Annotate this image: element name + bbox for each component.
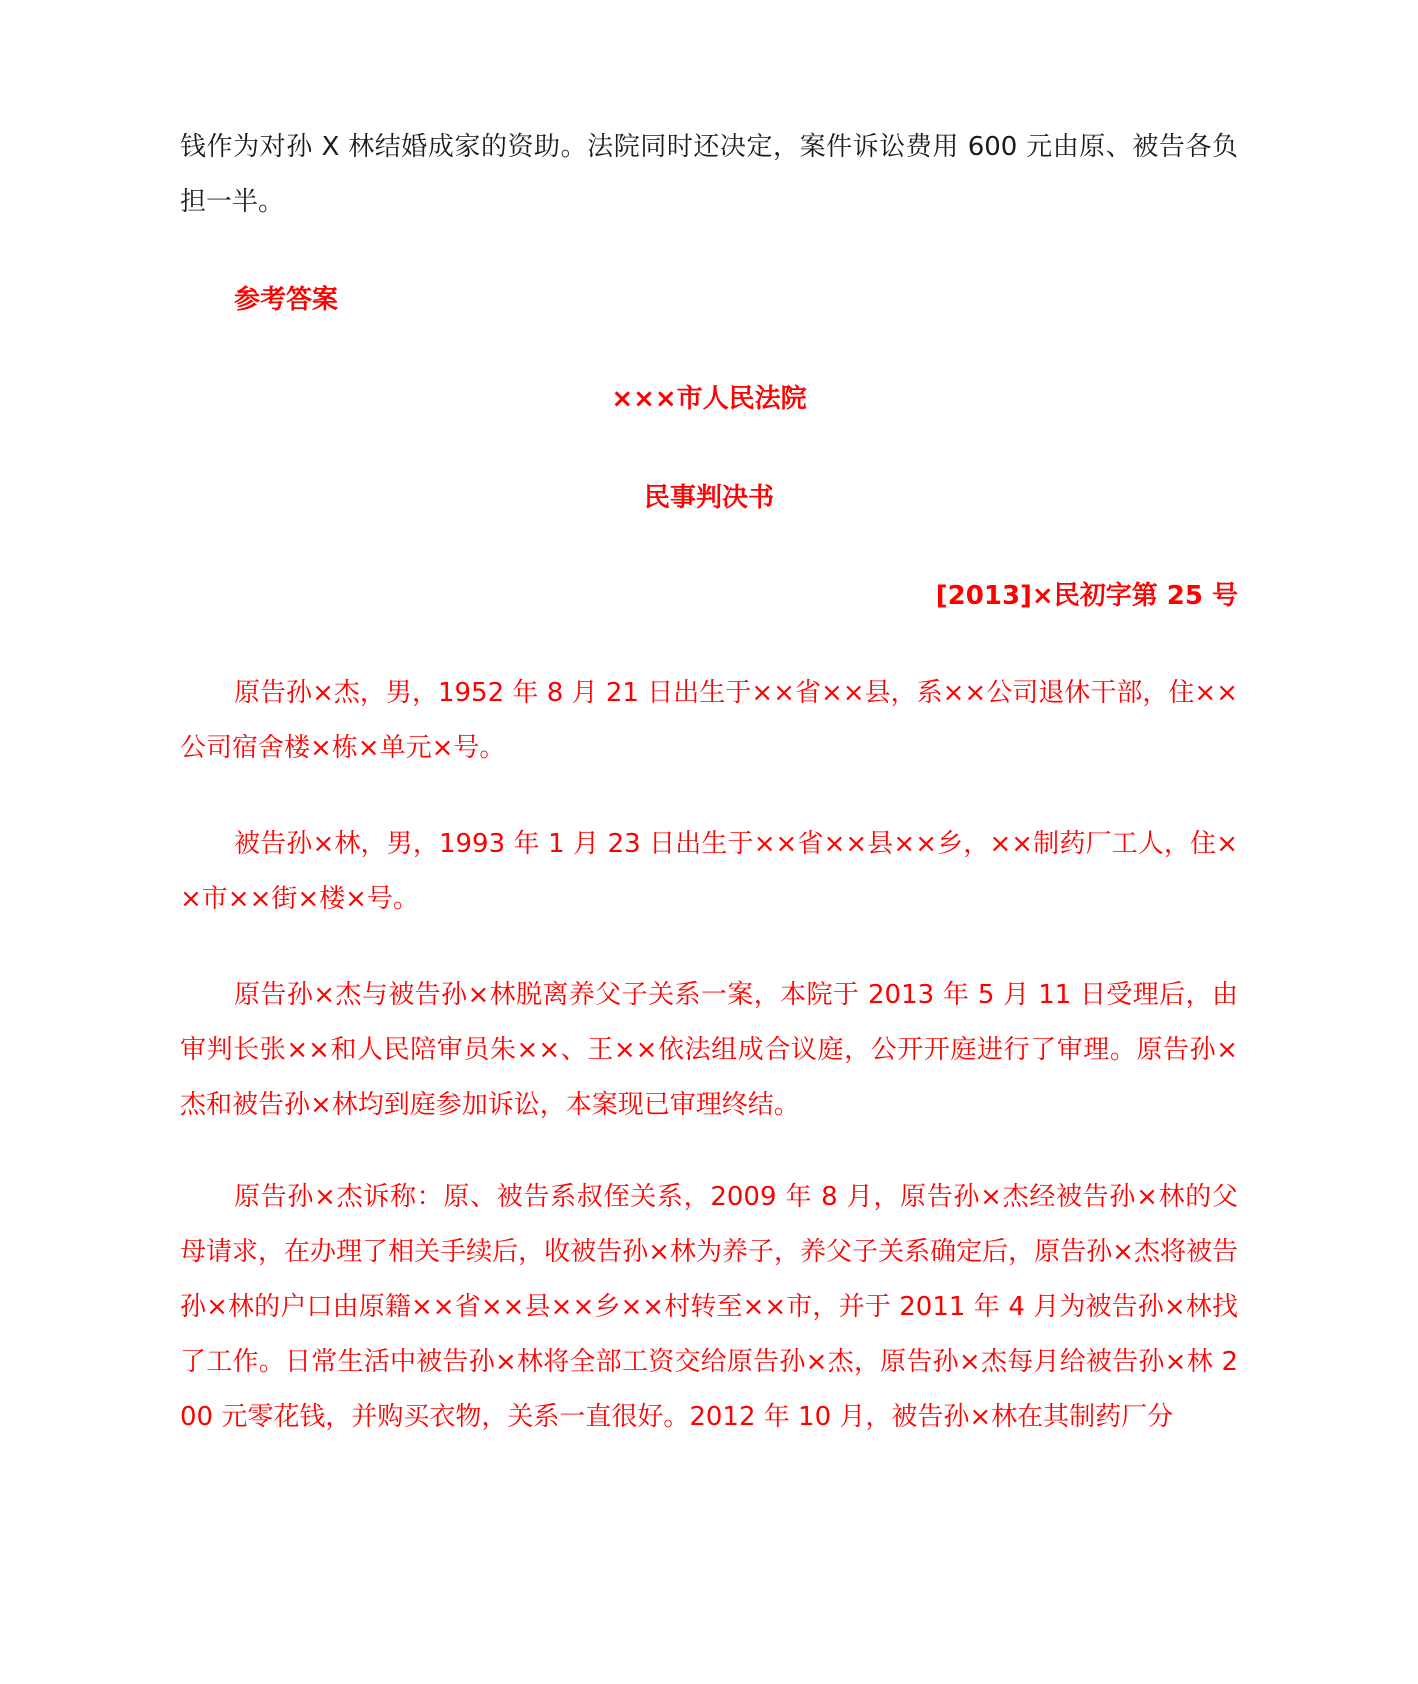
document-title: 民事判决书: [643, 483, 774, 513]
case-number: [2013]×民初字第 25 号: [935, 581, 1238, 611]
carryover-paragraph: 钱作为对孙 X 林结婚成家的资助。法院同时还决定，案件诉讼费用 600 元由原、被告各负担一半。: [180, 132, 1238, 217]
plaintiff-info-paragraph: 原告孙×杰，男，1952 年 8 月 21 日出生于××省××县，系××公司退休干部，住××公司宿舍楼×栋×单元×号。: [180, 678, 1238, 763]
plaintiff-claim-paragraph: 原告孙×杰诉称：原、被告系叔侄关系，2009 年 8 月，原告孙×杰经被告孙×林的父母请求，在办理了相关手续后，收被告孙×林为养子，养父子关系确定后，原告孙×杰将被告孙×林的户口由原籍××省××县××乡××村转至××市，并于 2011 年 4 月为被告孙×林找了工作。日常生活中被告孙×林将全部工资交给原告孙×杰，原告孙×杰每月给被告孙×林 200 元零花钱，并购买衣物，关系一直很好。2012 年 10 月，被告孙×林在其制药厂分: [180, 1182, 1238, 1432]
court-name: ×××市人民法院: [611, 384, 807, 414]
answer-heading: 参考答案: [234, 285, 339, 315]
case-procedure-paragraph: 原告孙×杰与被告孙×林脱离养父子关系一案，本院于 2013 年 5 月 11 日受理后，由审判长张××和人民陪审员朱××、王××依法组成合议庭，公开开庭进行了审理。原告孙×杰和被告孙×林均到庭参加诉讼，本案现已审理终结。: [180, 980, 1238, 1120]
defendant-info-paragraph: 被告孙×林，男，1993 年 1 月 23 日出生于××省××县××乡，××制药厂工人，住××市××街×楼×号。: [180, 829, 1238, 914]
